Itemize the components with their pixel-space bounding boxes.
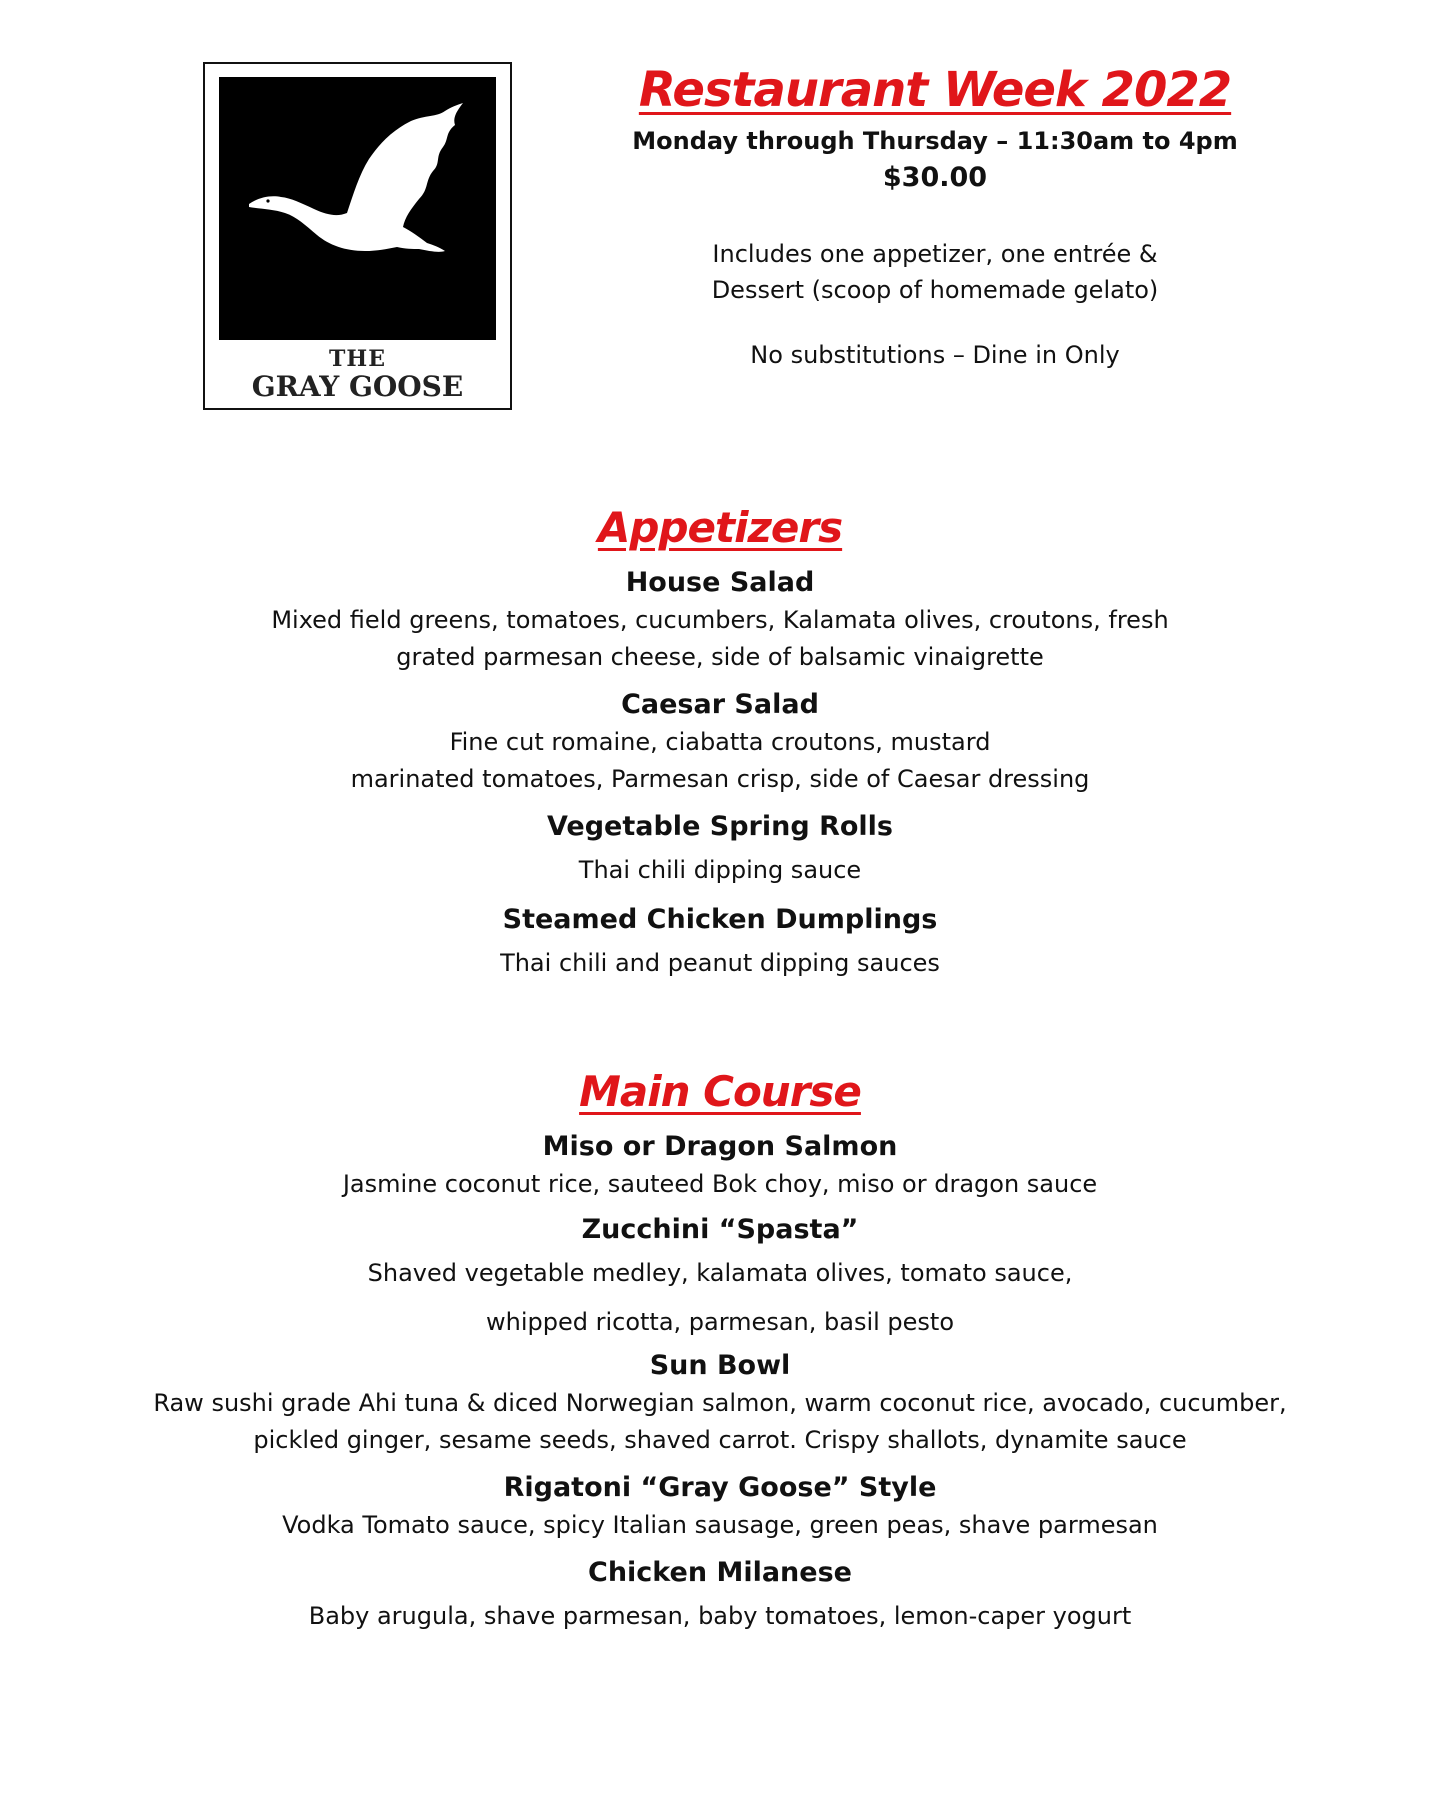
item-name: Chicken Milanese: [588, 1557, 852, 1588]
menu-item: [0, 1347, 1440, 1459]
section-title-main-course: Main Course: [579, 1067, 861, 1116]
item-name: House Salad: [625, 567, 815, 598]
item-description: Raw sushi grade Ahi tuna & diced Norwegian salmon, warm coconut rice, avocado, cucumber, pickled ginger, sesame seeds, shaved carrot. Crispy shallots, dynamite sauce: [153, 1389, 1287, 1454]
item-name: Rigatoni “Gray Goose” Style: [503, 1472, 937, 1503]
logo-text-name: GRAY GOOSE: [251, 370, 464, 403]
menu-item: [0, 686, 1440, 798]
item-name: Steamed Chicken Dumplings: [502, 904, 938, 935]
menu-item: [0, 1211, 1440, 1347]
schedule-text: Monday through Thursday – 11:30am to 4pm: [632, 127, 1238, 155]
item-description: Baby arugula, shave parmesan, baby tomatoes, lemon-caper yogurt: [308, 1602, 1132, 1630]
item-name: Caesar Salad: [621, 689, 819, 720]
price-text: $30.00: [882, 162, 988, 193]
includes-text: [600, 236, 1270, 308]
item-name: Miso or Dragon Salmon: [542, 1131, 898, 1162]
menu-item: [0, 1554, 1440, 1635]
appetizers-section: [0, 500, 1440, 982]
includes-line-1: Includes one appetizer, one entrée &: [712, 240, 1158, 268]
item-description: Thai chili dipping sauce: [578, 856, 862, 884]
menu-header: [600, 58, 1270, 372]
item-description: Mixed field greens, tomatoes, cucumbers, Kalamata olives, croutons, fresh grated parmesan cheese, side of balsamic vinaigrette: [271, 606, 1169, 671]
goose-icon: [219, 77, 496, 340]
menu-item: [0, 564, 1440, 676]
logo-text-the: THE: [329, 346, 386, 372]
item-description: Vodka Tomato sauce, spicy Italian sausage, green peas, shave parmesan: [282, 1511, 1158, 1539]
item-name: Zucchini “Spasta”: [581, 1214, 859, 1245]
item-description: Thai chili and peanut dipping sauces: [500, 949, 940, 977]
item-name: Sun Bowl: [649, 1350, 791, 1381]
menu-item: [0, 1128, 1440, 1203]
section-title-appetizers: Appetizers: [597, 503, 843, 552]
item-name: Vegetable Spring Rolls: [546, 811, 893, 842]
menu-item: [0, 808, 1440, 889]
menu-item: [0, 1469, 1440, 1544]
main-course-section: [0, 1064, 1440, 1635]
policy-text: No substitutions – Dine in Only: [750, 341, 1120, 369]
item-description: Fine cut romaine, ciabatta croutons, mustard marinated tomatoes, Parmesan crisp, side of Caesar dressing: [350, 728, 1090, 793]
item-description: Jasmine coconut rice, sauteed Bok choy, miso or dragon sauce: [342, 1170, 1098, 1198]
page-title: Restaurant Week 2022: [638, 62, 1232, 118]
item-description: Shaved vegetable medley, kalamata olives, tomato sauce, whipped ricotta, parmesan, basil pesto: [367, 1259, 1073, 1336]
restaurant-logo: [203, 62, 512, 410]
menu-item: [0, 901, 1440, 982]
includes-line-2: Dessert (scoop of homemade gelato): [711, 276, 1159, 304]
